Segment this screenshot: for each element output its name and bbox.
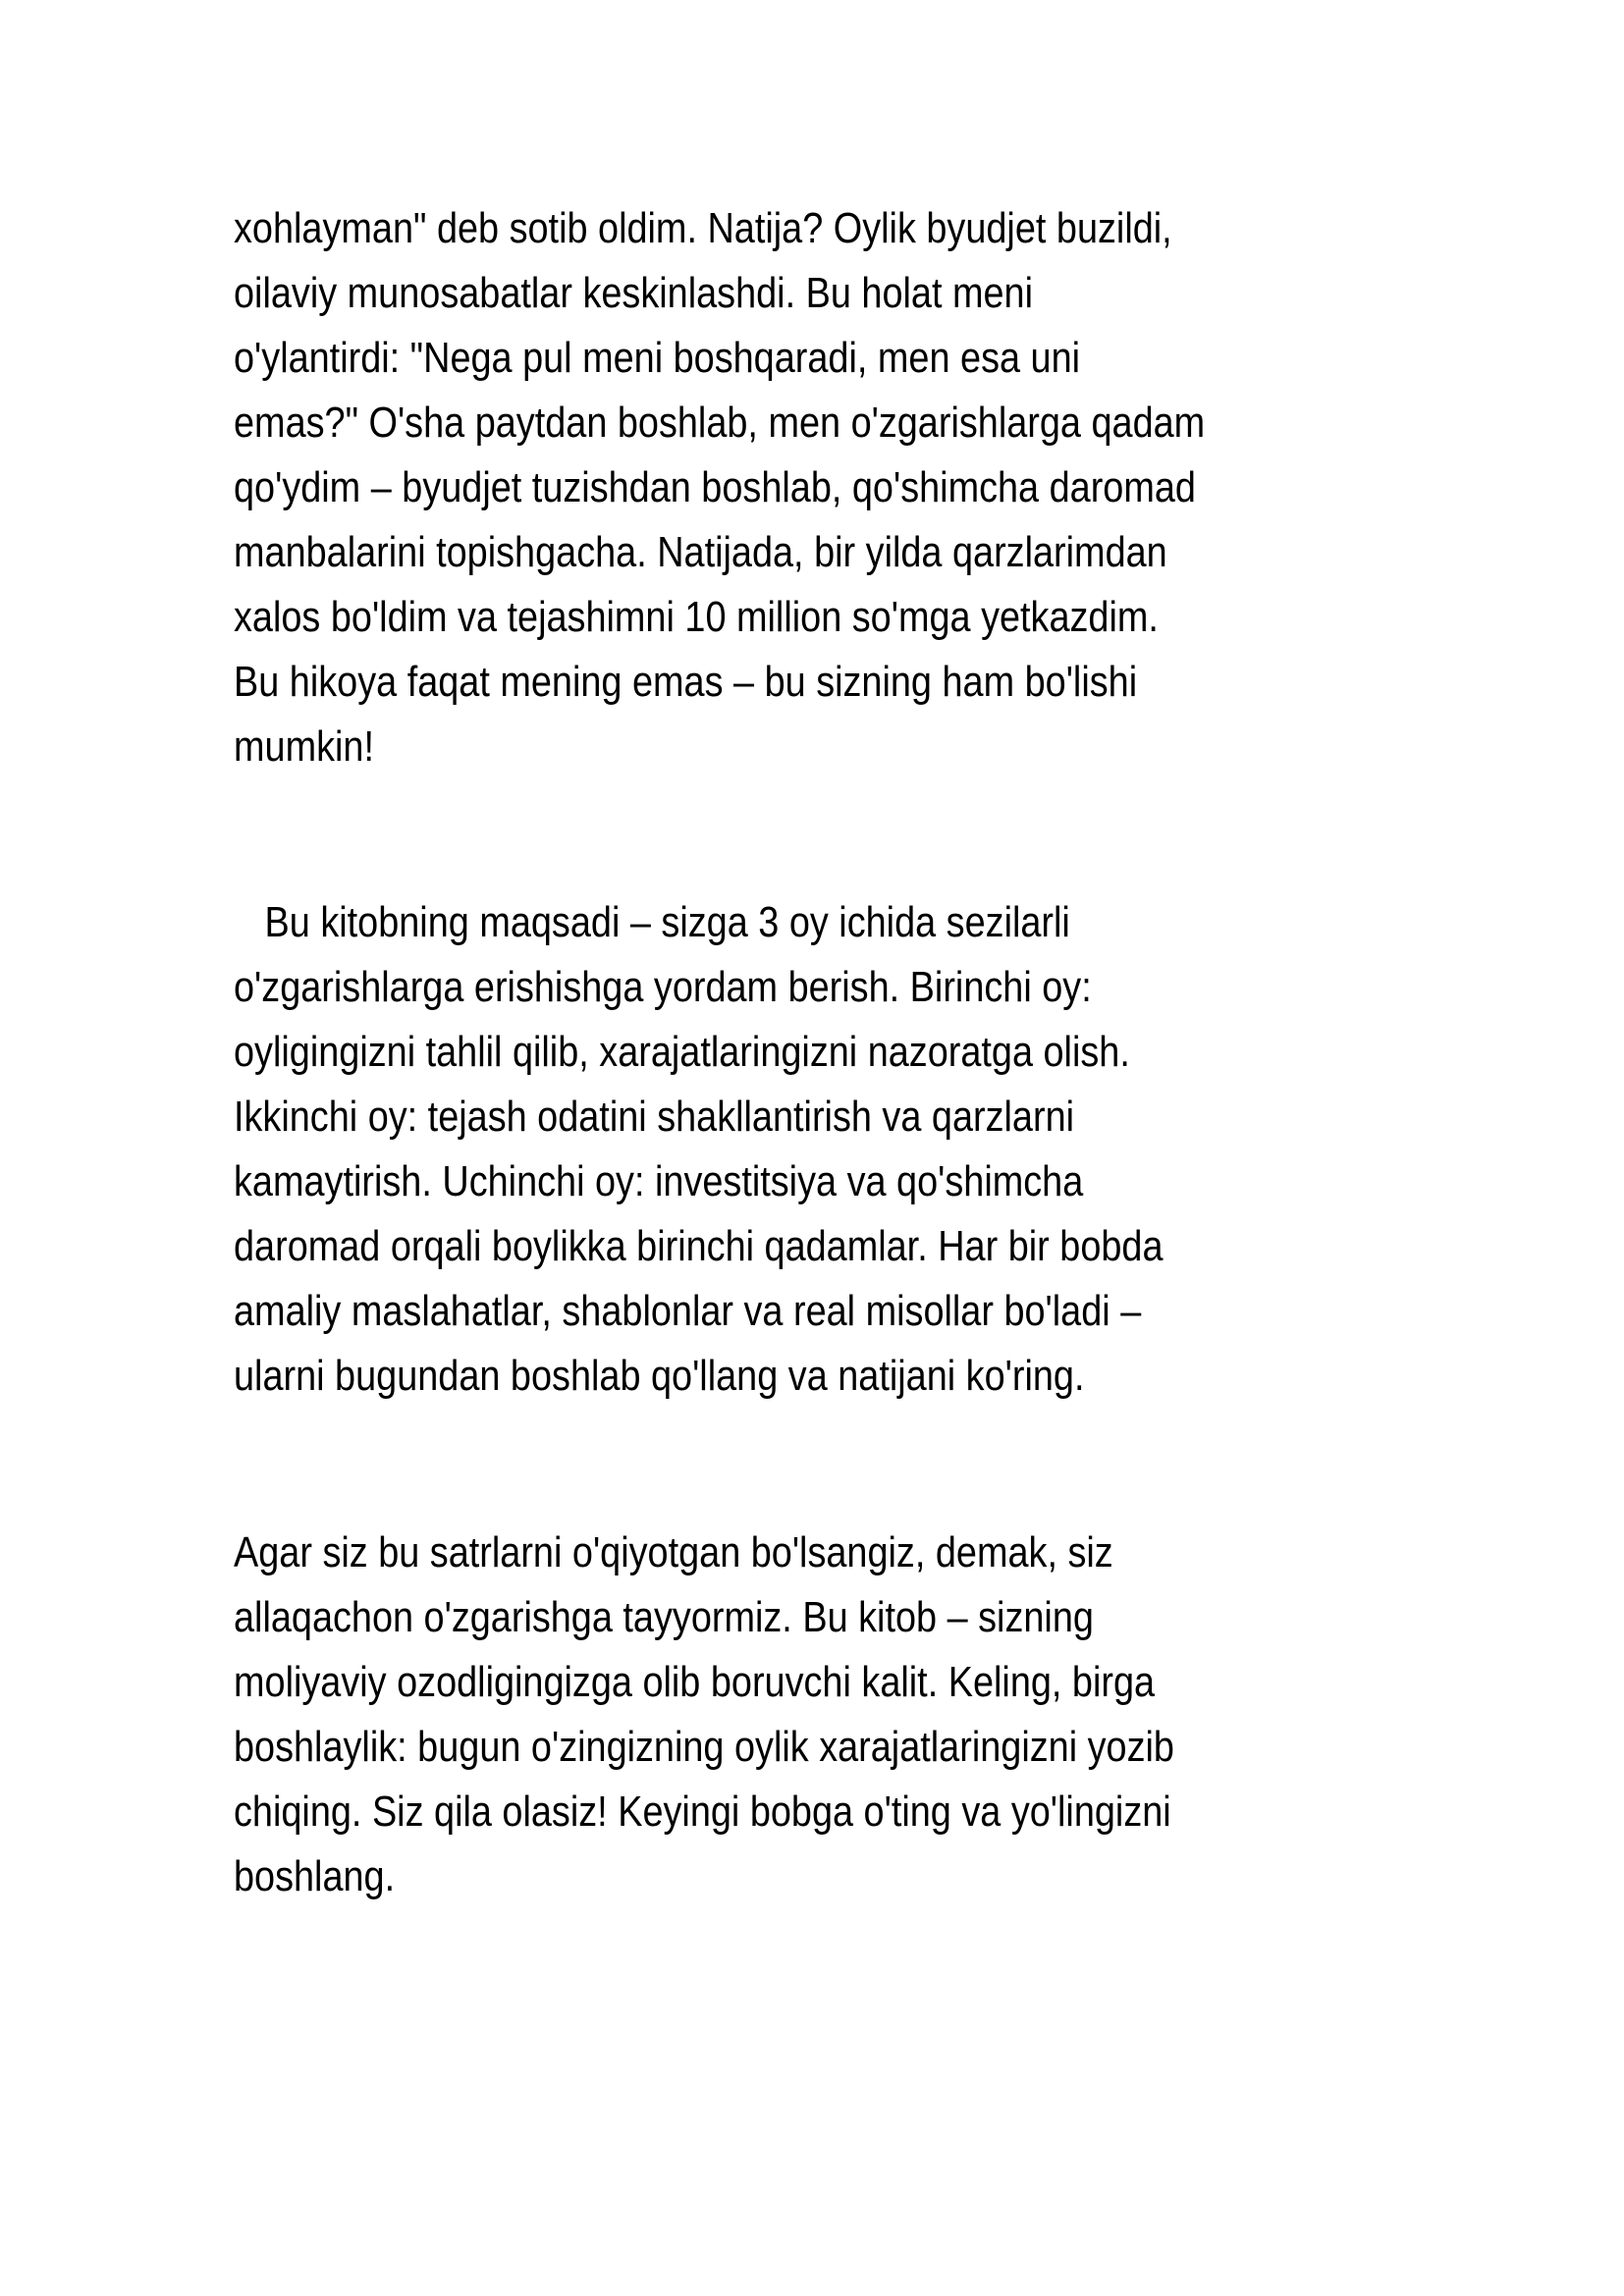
text-line: qo'ydim – byudjet tuzishdan boshlab, qo'shimcha daromad [234, 463, 1196, 511]
text-line: ularni bugundan boshlab qo'llang va natijani ko'ring. [234, 1352, 1085, 1400]
paragraph-story [234, 196, 1363, 779]
text-line: Bu hikoya faqat mening emas – bu sizning ham bo'lishi [234, 658, 1138, 706]
text-line: oyligingizni tahlil qilib, xarajatlaringizni nazoratga olish. [234, 1028, 1130, 1076]
text-line: manbalarini topishgacha. Natijada, bir yilda qarzlarimdan [234, 528, 1167, 576]
text-line: Agar siz bu satrlarni o'qiyotgan bo'lsangiz, demak, siz [234, 1528, 1113, 1576]
text-line: moliyaviy ozodligingizga olib boruvchi kalit. Keling, birga [234, 1658, 1156, 1706]
text-line: o'ylantirdi: "Nega pul meni boshqaradi, men esa uni [234, 334, 1081, 382]
text-line: xalos bo'ldim va tejashimni 10 million so'mga yetkazdim. [234, 593, 1159, 641]
text-line: mumkin! [234, 722, 374, 771]
text-line: chiqing. Siz qila olasiz! Keyingi bobga o'ting va yo'lingizni [234, 1788, 1171, 1836]
text-line: amaliy maslahatlar, shablonlar va real misollar bo'ladi – [234, 1287, 1142, 1335]
paragraph-call-to-action [234, 1521, 1327, 1909]
text-line: daromad orqali boylikka birinchi qadamlar. Har bir bobda [234, 1222, 1164, 1270]
text-line: oilaviy munosabatlar keskinlashdi. Bu holat meni [234, 269, 1033, 317]
text-line: emas?" O'sha paytdan boshlab, men o'zgarishlarga qadam [234, 399, 1206, 447]
text-line: Ikkinchi oy: tejash odatini shakllantirish va qarzlarni [234, 1093, 1075, 1141]
text-line: xohlayman" deb sotib oldim. Natija? Oylik byudjet buzildi, [234, 204, 1172, 252]
paragraph-book-goal [234, 890, 1315, 1409]
text-line: boshlang. [234, 1852, 396, 1900]
text-line: allaqachon o'zgarishga tayyormiz. Bu kitob – sizning [234, 1593, 1094, 1641]
text-line: kamaytirish. Uchinchi oy: investitsiya va qo'shimcha [234, 1157, 1084, 1205]
text-line: o'zgarishlarga erishishga yordam berish. Birinchi oy: [234, 963, 1092, 1011]
text-line: boshlaylik: bugun o'zingizning oylik xarajatlaringizni yozib [234, 1723, 1174, 1771]
text-line: Bu kitobning maqsadi – sizga 3 oy ichida sezilarli [234, 898, 1070, 946]
